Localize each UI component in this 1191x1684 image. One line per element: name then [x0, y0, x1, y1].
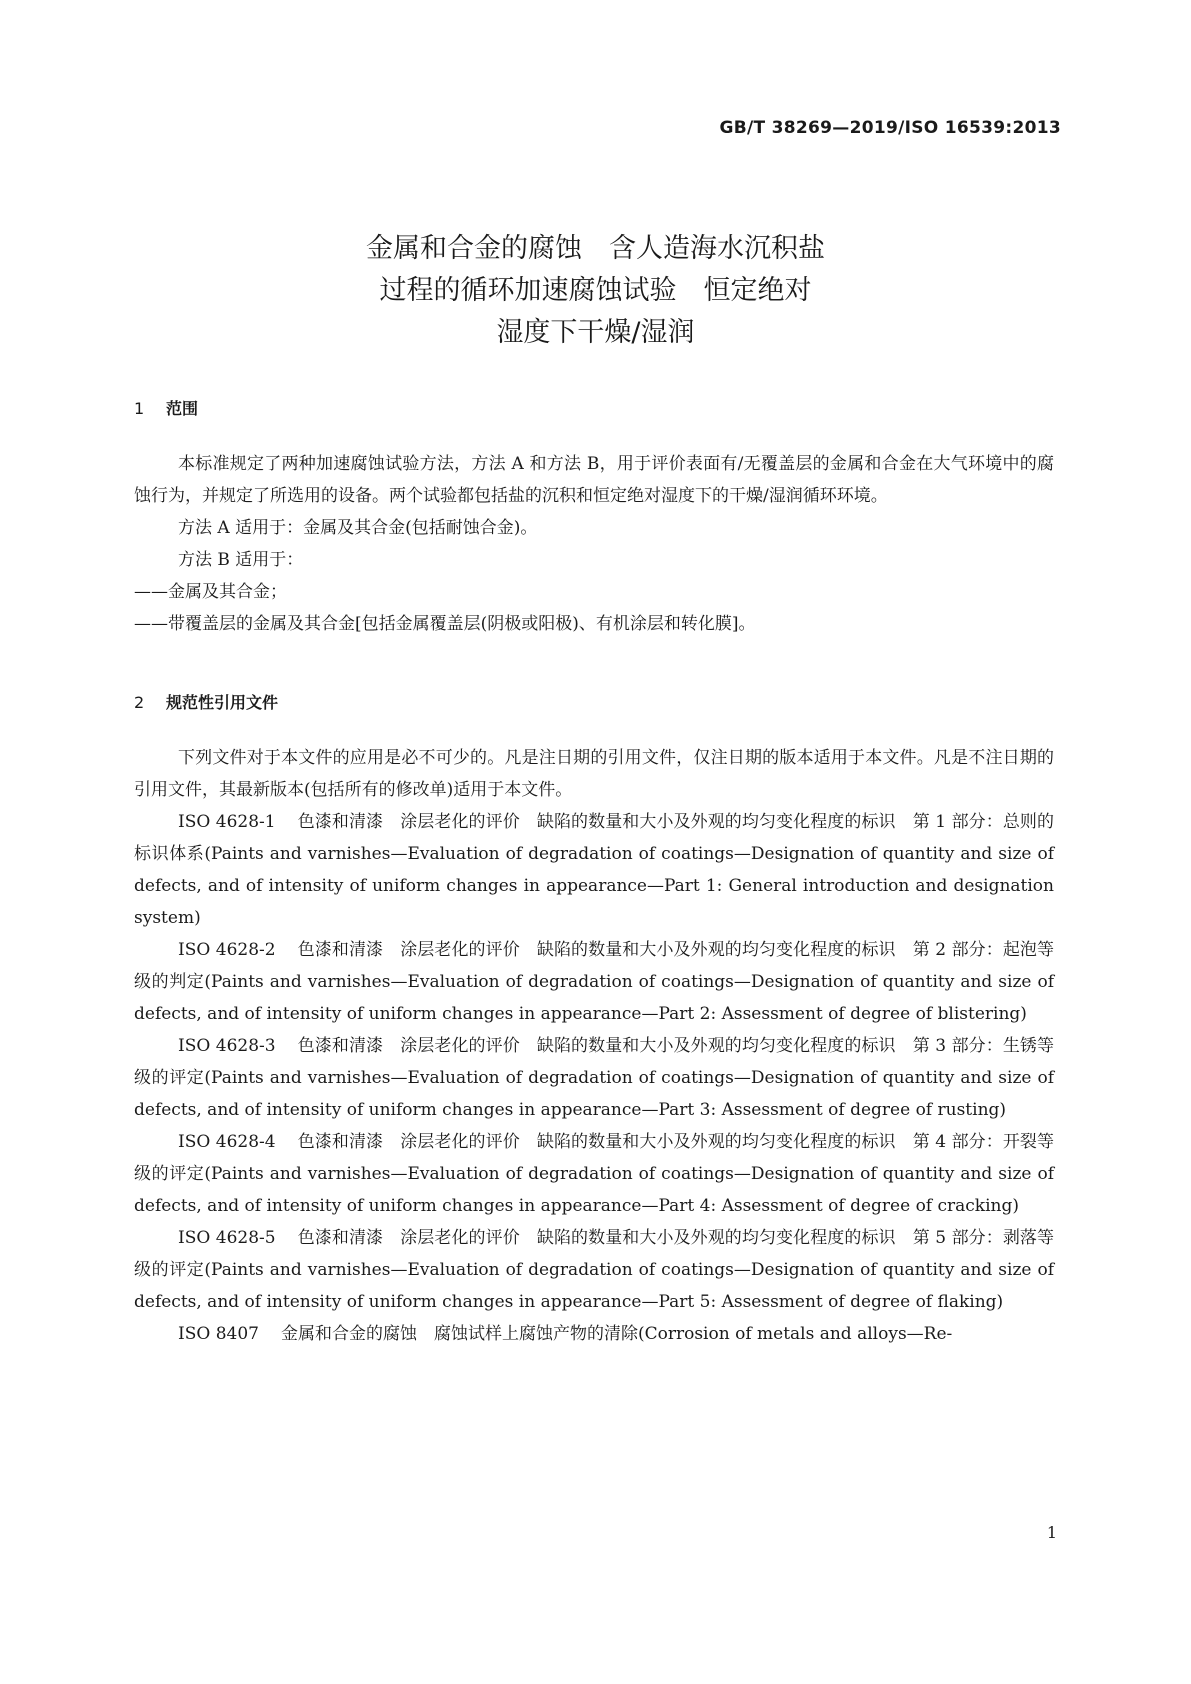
page-number: 1	[1046, 1523, 1057, 1542]
reference-entry	[134, 934, 1054, 1030]
section-title: 范围	[166, 399, 199, 418]
reference-title-cn: 色漆和清漆 涂层老化的评价 缺陷的数量和大小及外观的均匀变化程度的标识 第 2 部分：起泡等级的判定	[134, 940, 1055, 992]
reference-entry	[134, 1222, 1054, 1318]
standard-code: GB/T 38269—2019/ISO 16539:2013	[719, 118, 1061, 138]
reference-title-en: (Paints and varnishes—Evaluation of degradation of coatings—Designation of quantity and size of defects, and of intensity of uniform changes in appearance—Part 2: Assessment of degree of blistering)	[134, 972, 1054, 1024]
list-item: ——带覆盖层的金属及其合金[包括金属覆盖层(阴极或阳极)、有机涂层和转化膜]。	[134, 614, 756, 634]
title-line-2: 过程的循环加速腐蚀试验 恒定绝对	[379, 275, 812, 306]
section-number: 2	[134, 693, 145, 712]
section-1-body	[134, 448, 1054, 640]
normative-intro-paragraph: 下列文件对于本文件的应用是必不可少的。凡是注日期的引用文件，仅注日期的版本适用于本文件。凡是不注日期的引用文件，其最新版本(包括所有的修改单)适用于本文件。	[134, 748, 1054, 800]
document-title	[0, 228, 1191, 354]
reference-title-cn: 金属和合金的腐蚀 腐蚀试样上腐蚀产物的清除	[280, 1324, 638, 1344]
scope-paragraph: 本标准规定了两种加速腐蚀试验方法，方法 A 和方法 B，用于评价表面有/无覆盖层的金属和合金在大气环境中的腐蚀行为，并规定了所选用的设备。两个试验都包括盐的沉积和恒定绝对湿度下的干燥/湿润循环环境。	[134, 454, 1054, 506]
section-2-heading	[134, 690, 278, 713]
reference-title-en: (Paints and varnishes—Evaluation of degradation of coatings—Designation of quantity and size of defects, and of intensity of uniform changes in appearance—Part 3: Assessment of degree of rusting)	[134, 1068, 1054, 1120]
reference-title-en: (Corrosion of metals and alloys—Re-	[637, 1324, 953, 1344]
reference-title-cn: 色漆和清漆 涂层老化的评价 缺陷的数量和大小及外观的均匀变化程度的标识 第 3 部分：生锈等级的评定	[134, 1036, 1055, 1088]
method-a-paragraph: 方法 A 适用于：金属及其合金(包括耐蚀合金)。	[178, 518, 538, 538]
reference-code: ISO 4628-3	[178, 1036, 276, 1056]
reference-title-en: (Paints and varnishes—Evaluation of degradation of coatings—Designation of quantity and size of defects, and of intensity of uniform changes in appearance—Part 1: General introduction and designation system)	[134, 844, 1054, 928]
reference-entry	[134, 806, 1054, 934]
reference-title-cn: 色漆和清漆 涂层老化的评价 缺陷的数量和大小及外观的均匀变化程度的标识 第 5 部分：剥落等级的评定	[134, 1228, 1055, 1280]
reference-code: ISO 4628-4	[178, 1132, 276, 1152]
reference-title-cn: 色漆和清漆 涂层老化的评价 缺陷的数量和大小及外观的均匀变化程度的标识 第 4 部分：开裂等级的评定	[134, 1132, 1055, 1184]
section-title: 规范性引用文件	[166, 693, 279, 712]
reference-entry	[134, 1030, 1054, 1126]
reference-code: ISO 4628-5	[178, 1228, 276, 1248]
section-1-heading	[134, 396, 198, 419]
reference-entry	[134, 1126, 1054, 1222]
method-b-paragraph: 方法 B 适用于：	[178, 550, 304, 570]
reference-title-en: (Paints and varnishes—Evaluation of degradation of coatings—Designation of quantity and size of defects, and of intensity of uniform changes in appearance—Part 5: Assessment of degree of flaking)	[134, 1260, 1054, 1312]
reference-title-cn: 色漆和清漆 涂层老化的评价 缺陷的数量和大小及外观的均匀变化程度的标识 第 1 部分：总则的标识体系	[134, 812, 1055, 864]
reference-code: ISO 4628-2	[178, 940, 276, 960]
title-line-3: 湿度下干燥/湿润	[496, 317, 695, 348]
section-2-body	[134, 742, 1054, 1350]
reference-title-en: (Paints and varnishes—Evaluation of degradation of coatings—Designation of quantity and size of defects, and of intensity of uniform changes in appearance—Part 4: Assessment of degree of cracking)	[134, 1164, 1054, 1216]
list-item: ——金属及其合金；	[134, 582, 287, 602]
reference-code: ISO 4628-1	[178, 812, 276, 832]
reference-entry	[134, 1318, 1054, 1350]
reference-code: ISO 8407	[178, 1324, 259, 1344]
title-line-1: 金属和合金的腐蚀 含人造海水沉积盐	[366, 233, 825, 264]
section-number: 1	[134, 399, 145, 418]
